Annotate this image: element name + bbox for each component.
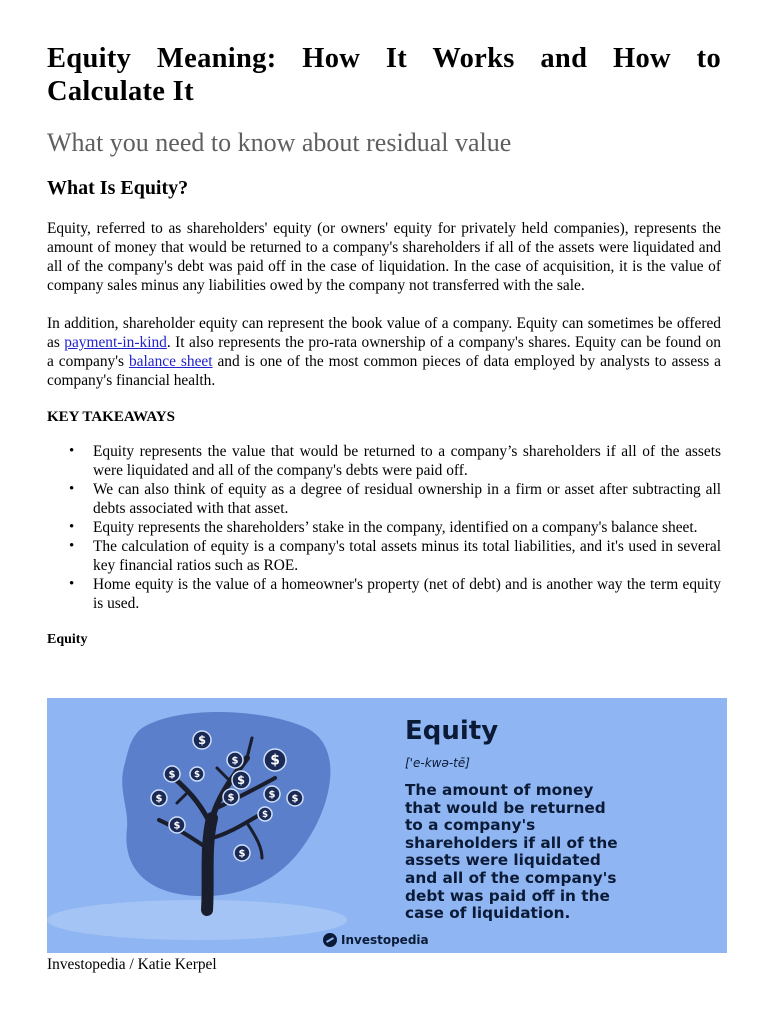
figure-title: Equity: [405, 716, 499, 746]
svg-text:$: $: [168, 769, 176, 781]
svg-text:$: $: [268, 789, 276, 801]
dollar-coin-icon: [264, 786, 280, 802]
paragraph-2-text-1: In addition, shareholder equity can represent the book value of a company. Equity can sometimes be offered as: [47, 315, 721, 351]
definition-line: shareholders if all of the: [405, 833, 618, 852]
definition-line: debt was paid off in the: [405, 886, 610, 905]
article: [47, 42, 721, 649]
dollar-coin-icon: [164, 766, 180, 782]
list-item: • Equity represents the value that would be returned to a company’s shareholders if all of the assets were liquidated and all of the company's debts were paid off.: [47, 442, 721, 480]
image-caption: Investopedia / Katie Kerpel: [47, 956, 217, 973]
svg-text:$: $: [173, 820, 181, 832]
dollar-coin-icon: [287, 790, 303, 806]
dollar-coin-icon: [223, 789, 239, 805]
dollar-coin-icon: [151, 790, 167, 806]
paragraph-2: [47, 314, 721, 390]
dollar-coin-icon: [169, 817, 185, 833]
definition-line: and all of the company's: [405, 868, 617, 887]
svg-text:$: $: [237, 773, 245, 787]
title-line-1: Equity Meaning: How It Works and How to: [47, 43, 721, 74]
paragraph-2-text-3: and is one of the most common pieces of data employed by analysts to assess a company's financial health.: [47, 353, 721, 389]
dollar-coin-icon: [234, 845, 250, 861]
key-takeaways-list: [47, 442, 721, 613]
definition-line: that would be returned: [405, 798, 606, 817]
page-subtitle: What you need to know about residual value: [47, 128, 512, 157]
definition-line: assets were liquidated: [405, 851, 601, 870]
dollar-coin-icon: [232, 771, 250, 789]
dollar-coin-icon: [264, 749, 286, 771]
dollar-coin-icon: [227, 752, 243, 768]
svg-text:$: $: [270, 752, 280, 769]
list-item: • Equity represents the shareholders’ stake in the company, identified on a company's balance sheet.: [47, 518, 721, 537]
key-takeaways-heading: KEY TAKEAWAYS: [47, 409, 175, 425]
equity-infographic: [47, 698, 727, 953]
payment-in-kind-link[interactable]: payment-in-kind: [64, 334, 167, 351]
figure-pronunciation: ['e-kwə-tē]: [405, 756, 470, 770]
figure-label: Equity: [47, 632, 88, 647]
svg-text:$: $: [198, 733, 206, 747]
dollar-coin-icon: [193, 731, 211, 749]
definition-line: to a company's: [405, 816, 536, 835]
svg-text:$: $: [193, 769, 201, 780]
list-item: • The calculation of equity is a company's total assets minus its total liabilities, and it's used in several key financial ratios such as ROE.: [47, 537, 721, 575]
title-line-2: Calculate It: [47, 76, 194, 107]
figure-definition: [405, 782, 715, 923]
dollar-coin-icon: [190, 767, 204, 781]
definition-line: case of liquidation.: [405, 904, 571, 923]
svg-text:$: $: [155, 793, 163, 805]
svg-text:$: $: [231, 755, 239, 767]
definition-line: The amount of money: [405, 781, 594, 799]
paragraph-1: Equity, referred to as shareholders' equity (or owners' equity for privately held companies), represents the amount of money that would be returned to a company's shareholders if all of the assets were liquidated and all of the company's debt was paid off in the case of liquidation. In the case of acquisition, it is the value of company sales minus any liabilities owed by the company not transferred with the sale.: [47, 220, 721, 294]
svg-text:$: $: [227, 792, 235, 804]
svg-text:$: $: [261, 809, 269, 820]
brand-logo: [323, 933, 429, 947]
svg-text:$: $: [238, 848, 246, 860]
list-item: • We can also think of equity as a degree of residual ownership in a firm or asset after subtracting all debts associated with that asset.: [47, 480, 721, 518]
svg-text:$: $: [291, 793, 299, 805]
list-item: • Home equity is the value of a homeowner's property (net of debt) and is another way the term equity is used.: [47, 575, 721, 613]
brand-name: Investopedia: [341, 933, 429, 947]
section-heading: What Is Equity?: [47, 177, 189, 199]
page-title: [47, 42, 721, 108]
paragraph-2-text-2: . It also represents the pro-rata ownership of a company's shares. Equity can be found on a company's: [47, 334, 721, 370]
balance-sheet-link[interactable]: balance sheet: [128, 353, 213, 370]
dollar-coin-icon: [258, 807, 272, 821]
investopedia-logo-icon: [323, 933, 337, 947]
